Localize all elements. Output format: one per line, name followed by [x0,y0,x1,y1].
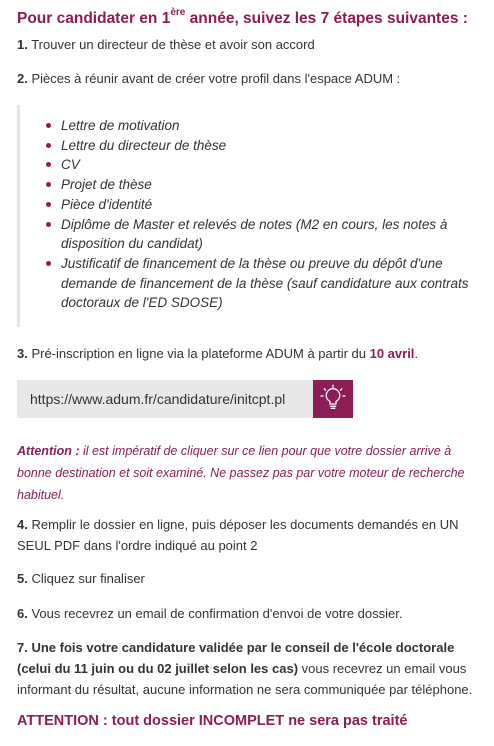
step-1 [17,34,315,55]
step-number: 6. [17,606,28,621]
bullet-icon [46,222,51,227]
attention-label: Attention : [17,444,80,458]
step-number: 4. [17,517,28,532]
document-item: Projet de thèse [44,175,474,195]
bullet-icon [46,143,51,148]
step-number: 1. [17,37,28,52]
step-2 [17,68,400,89]
step-4 [17,514,477,556]
heading-suffix: année, suivez les 7 étapes suivantes : [185,10,468,27]
document-item: Lettre de motivation [44,116,474,136]
bullet-icon [46,123,51,128]
step-text: Cliquez sur finaliser [27,571,145,586]
heading-superscript: ère [170,7,186,18]
document-item: Pièce d'identité [44,195,474,215]
adum-link[interactable] [17,380,313,418]
final-warning: ATTENTION : tout dossier INCOMPLET ne sera pas traité [17,713,408,729]
bullet-icon [46,261,51,266]
bullet-icon [46,182,51,187]
lightbulb-icon [313,380,353,418]
step-5 [17,568,145,589]
documents-list [44,116,474,313]
start-date: 10 avril [369,346,415,361]
document-item: CV [44,155,474,175]
step-text: vous recevrez un email vous informant du résultat, aucune information ne sera communiquée par téléphone. [17,661,473,697]
step-text: Vous recevrez un email de confirmation d'envoi de votre dossier. [27,606,403,621]
attention-text: il est impératif de cliquer sur ce lien pour que votre dossier arrive à bonne destination et soit examiné. Ne passez pas par votre moteur de recherche habituel. [17,444,465,502]
step-text: Trouver un directeur de thèse et avoir son accord [27,37,315,52]
step-7 [17,637,479,700]
attention-note [17,440,487,506]
step-number: 2. [17,71,28,86]
step-number: 5. [17,571,28,586]
step-text: Pièces à réunir avant de créer votre profil dans l'espace ADUM : [27,71,401,86]
document-item: Diplôme de Master et relevés de notes (M2 en cours, les notes à disposition du candidat) [44,215,474,254]
step-3: 3. Pré-inscription en ligne via la plateforme ADUM à partir du 10 avril. [17,346,419,361]
step-7-bold: 7. Une fois votre candidature validée par le conseil de l'école doctorale (celui du 11 juin ou du 02 juillet selon les cas) [17,640,455,676]
document-item: Justificatif de financement de la thèse ou preuve du dépôt d'une demande de financement de la thèse (sauf candidature aux contrats doctoraux de l'ED SDOSE) [44,254,474,313]
bullet-icon [46,162,51,167]
link-button[interactable] [313,380,353,418]
step-text: Pré-inscription en ligne via la plateforme ADUM à partir du [27,346,370,361]
step-number: 3. [17,346,28,361]
step-6 [17,603,402,624]
bullet-icon [46,202,51,207]
heading-prefix: Pour candidater en 1 [17,10,171,27]
documents-blockquote [17,105,480,327]
page-heading [17,7,468,28]
adum-link-url: https://www.adum.fr/candidature/initcpt.pl [30,391,286,407]
step-text: Remplir le dossier en ligne, puis déposer les documents demandés en UN SEUL PDF dans l'ordre indiqué au point 2 [17,517,459,553]
document-item: Lettre du directeur de thèse [44,136,474,156]
